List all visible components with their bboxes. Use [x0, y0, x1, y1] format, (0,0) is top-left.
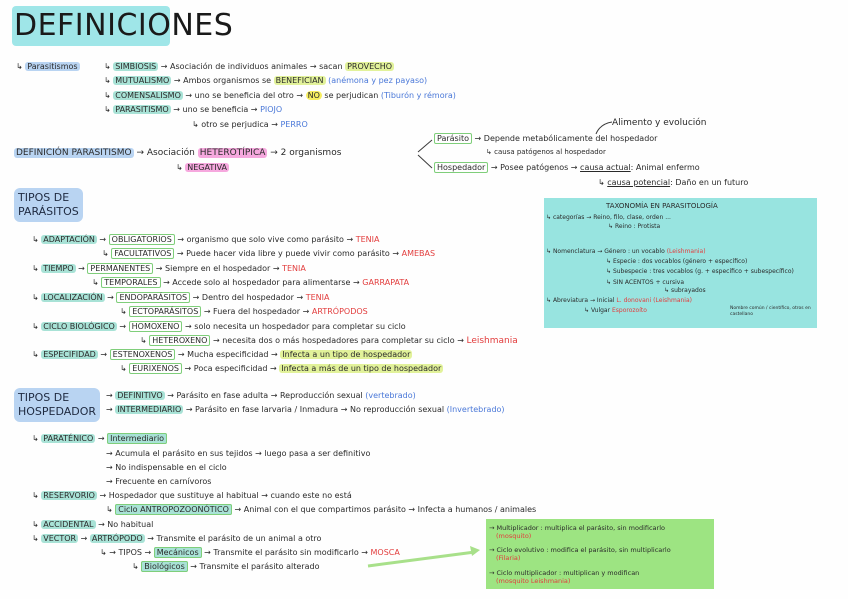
hospedador-row	[434, 163, 700, 173]
tiempo-label: TIEMPO	[43, 264, 74, 273]
endoparasitos-label: ENDOPARÁSITOS	[116, 292, 190, 303]
parasito-l1: → Depende metabólicamente del hospedador	[474, 134, 658, 143]
paratenico-intermediario: Intermediario	[107, 433, 167, 444]
vector-box-l2-ex: (Filaria)	[496, 554, 521, 562]
definitivo-text: → Parásito en fase adulta → Reproducción sexual	[167, 391, 363, 400]
comensalismo-row: ↳ COMENSALISMO → uno se beneficia del otro → NO se perjudican (Tiburón y rémora)	[104, 91, 456, 100]
intermediario-label: INTERMEDIARIO	[117, 405, 182, 414]
tipos-hospedador-l2: HOSPEDADOR	[18, 405, 97, 418]
especificidad-label: ESPECIFIDAD	[43, 350, 96, 359]
taxonomia-inicial: → Inicial	[590, 297, 615, 304]
tipos-label: → TIPOS →	[109, 548, 152, 557]
taxonomia-vulgar-row: ↳ Vulgar Esporozoíto	[584, 307, 647, 314]
parasito-row	[434, 134, 657, 144]
paratenico-p3-row: → Frecuente en carnívoros	[106, 477, 212, 486]
simbiosis-tag: PROVECHO	[347, 62, 393, 71]
ectoparasitos-label: ECTOPARÁSITOS	[129, 306, 201, 317]
vector-box-l2: Ciclo evolutivo : modifica el parásito, sin multiplicarlo	[496, 546, 671, 554]
eurixenos-label: EURIXENOS	[129, 363, 182, 374]
parasito-label: Parásito	[434, 133, 472, 144]
hospedador-potencial-row: ↳ causa potencial: Daño en un futuro	[598, 178, 749, 187]
comensalismo-no: NO	[307, 91, 320, 100]
estenoxenos-text: → Mucha especificidad →	[177, 350, 278, 359]
taxonomia-abreviatura: Abreviatura	[552, 297, 589, 304]
parasitismos-row: ↳ Parasitismos	[16, 62, 78, 71]
vector-types-box	[486, 519, 714, 589]
temporales-text: → Accede solo al hospedador para alimentarse →	[163, 278, 360, 287]
accidental-text: → No habitual	[98, 520, 154, 529]
facultativos-row: ↳ FACULTATIVOS → Puede hacer vida libre y puede vivir como parásito → AMEBAS	[102, 249, 436, 258]
taxonomia-acentos-row: ↳ SIN ACENTOS + cursiva	[606, 279, 685, 286]
temporales-row: ↳ TEMPORALES → Accede solo al hospedador para alimentarse → GARRAPATA	[92, 278, 410, 287]
ciclo-row: ↳ CICLO BIOLÓGICO → HOMOXENO → solo necesita un hospedador para completar su ciclo	[32, 322, 406, 331]
facultativos-label: FACULTATIVOS	[111, 248, 174, 259]
vector-box-l3-row: → Ciclo multiplicador : multiplican y modifican	[489, 569, 640, 577]
temporales-example: GARRAPATA	[362, 278, 410, 287]
simbiosis-label: SIMBIOSIS	[115, 62, 157, 71]
tipos-parasitos-heading	[14, 188, 83, 222]
accidental-row: ↳ ACCIDENTAL → No habitual	[32, 520, 154, 529]
ectoparasitos-example: ARTRÓPODOS	[311, 307, 368, 316]
reservorio-row: ↳ RESERVORIO → Hospedador que sustituye al habitual → cuando este no está	[32, 491, 352, 500]
parasitismo-line1: → uno se beneficia →	[173, 105, 258, 114]
tipos-hospedador-heading	[14, 388, 100, 422]
accidental-label: ACCIDENTAL	[43, 520, 94, 529]
adaptacion-label: ADAPTACIÓN	[43, 235, 95, 244]
paratenico-row: ↳ PARATÉNICO → Intermediario	[32, 434, 167, 444]
definitivo-example: (vertebrado)	[365, 391, 416, 400]
localizacion-label: LOCALIZACIÓN	[43, 293, 103, 302]
taxonomia-especie-row: ↳ Especie : dos vocablos (género + específico)	[606, 258, 748, 265]
reservorio-label: RESERVORIO	[43, 491, 95, 500]
taxonomia-note: Nombre común / científico, otros en castellano	[730, 306, 811, 317]
definitivo-row: → DEFINITIVO → Parásito en fase adulta → Reproducción sexual (vertebrado)	[106, 391, 416, 400]
taxonomia-abreviatura-row: ↳ Abreviatura → Inicial L. donovani (Leishmania)	[546, 297, 692, 304]
endoparasitos-text: → Dentro del hospedador →	[192, 293, 304, 302]
simbiosis-row: ↳ SIMBIOSIS → Asociación de individuos animales → sacan PROVECHO	[104, 62, 393, 71]
intermediario-row: → INTERMEDIARIO → Parásito en fase larvaria / Inmadura → No reproducción sexual (Invertebrado)	[106, 405, 505, 414]
parasitismo-line2: otro se perjudica →	[201, 120, 278, 129]
parasitismo-row2: ↳ otro se perjudica → PERRO	[192, 120, 308, 129]
comensalismo-text2: se perjudican	[324, 91, 379, 100]
permanentes-text: → Siempre en el hospedador →	[155, 264, 280, 273]
biologicos-label: Biológicos	[141, 561, 187, 572]
ectoparasitos-text: → Fuera del hospedador →	[203, 307, 310, 316]
eurixenos-text2: Infecta a más de un tipo de hospedador	[281, 364, 442, 373]
intermediario-text: → Parásito en fase larvaria / Inmadura → No reproducción sexual	[185, 405, 445, 414]
paratenico-p3: Frecuente en carnívoros	[115, 477, 212, 486]
heteroxeno-text: → necesita dos o más hospedadores para completar su ciclo →	[212, 336, 464, 345]
parasitismo-ex1: PIOJO	[260, 105, 283, 114]
mutualismo-label: MUTUALISMO	[115, 76, 170, 85]
hospedador-actual: causa actual	[580, 163, 631, 172]
taxonomia-genero-example: (Leishmania)	[666, 248, 706, 255]
temporales-label: TEMPORALES	[101, 277, 160, 288]
comensalismo-example: (Tiburón y rémora)	[380, 91, 456, 100]
vector-box-l3: Ciclo multiplicador : multiplican y modifican	[496, 569, 640, 577]
mutualismo-tag: BENEFICIAN	[275, 76, 324, 85]
artropodo-text: → Transmite el parásito de un animal a otro	[147, 534, 322, 543]
taxonomia-especie: Especie : dos vocablos (género + específico)	[612, 258, 748, 265]
paratenico-p1: Acumula el parásito en sus tejidos → luego pasa a ser definitivo	[115, 449, 371, 458]
ciclo-antro-label: Ciclo ANTROPOZOONÓTICO	[115, 504, 232, 515]
taxonomia-subrayados-row: ↳ subrayados	[664, 287, 706, 294]
taxonomia-subespecie-row: ↳ Subespecie : tres vocablos (g. + específico + subespecífico)	[606, 268, 794, 275]
ectoparasitos-row: ↳ ECTOPARÁSITOS → Fuera del hospedador → ARTRÓPODOS	[120, 307, 368, 316]
vector-box-l1-row: → Multiplicador : multiplica el parásito, sin modificarlo	[489, 524, 665, 532]
mecanicos-row: ↳ → TIPOS → Mecánicos → Transmite el parásito sin modificarlo → MOSCA	[100, 548, 400, 557]
parasitismo-ex2: PERRO	[280, 120, 308, 129]
taxonomia-title: TAXONOMÍA EN PARASITOLOGÍA	[606, 202, 718, 210]
hospedador-label: Hospedador	[434, 162, 488, 173]
comensalismo-label: COMENSALISMO	[115, 91, 181, 100]
definicion-row	[14, 148, 341, 158]
taxonomia-reino: Reino : Protista	[614, 223, 661, 230]
ciclo-antro-row: ↳ Ciclo ANTROPOZOONÓTICO → Animal con el que compartimos parásito → Infecta a humanos / animales	[106, 505, 537, 514]
reservorio-text: → Hospedador que sustituye al habitual → cuando este no está	[99, 491, 352, 500]
hospedador-potencial-text: : Daño en un futuro	[670, 178, 749, 187]
definicion-label: DEFINICIÓN PARASITISMO	[16, 148, 132, 158]
paratenico-p1-row: → Acumula el parásito en sus tejidos → luego pasa a ser definitivo	[106, 449, 371, 458]
definitivo-label: DEFINITIVO	[117, 391, 163, 400]
paratenico-label: PARATÉNICO	[43, 434, 94, 443]
taxonomia-categorias-row: ↳ categorías → Reino, filo, clase, orden ...	[546, 214, 671, 221]
taxonomia-vulgar: Vulgar	[590, 307, 611, 314]
artropodo-label: ARTRÓPODO	[91, 534, 143, 543]
mecanicos-example: MOSCA	[370, 548, 400, 557]
adaptacion-row: ↳ ADAPTACIÓN → OBLIGATORIOS → organismo que solo vive como parásito → TENIA	[32, 235, 380, 244]
taxonomia-vulgar-example: Esporozoíto	[611, 307, 647, 314]
mutualismo-example: (anémona y pez payaso)	[328, 76, 428, 85]
taxonomia-reino-row: ↳ Reino : Protista	[608, 223, 661, 230]
vector-box-l2-row: → Ciclo evolutivo : modifica el parásito, sin multiplicarlo	[489, 546, 671, 554]
taxonomia-sin-acentos: SIN ACENTOS + cursiva	[612, 279, 685, 286]
vector-box-l1-ex-row	[496, 532, 531, 540]
vector-box-l3-ex: (mosquito Leishmania)	[496, 577, 571, 585]
parasito-l2-row: ↳ causa patógenos al hospedador	[486, 148, 606, 156]
definicion-text: → Asociación	[136, 148, 195, 158]
mecanicos-label: Mecánicos	[154, 547, 202, 558]
parasito-l2: causa patógenos al hospedador	[494, 148, 606, 156]
tipos-hospedador-l1: TIPOS DE	[18, 391, 70, 404]
homoxeno-text: → solo necesita un hospedador para completar su ciclo	[185, 322, 406, 331]
taxonomia-box	[544, 198, 817, 328]
tipos-parasitos-l1: TIPOS DE	[18, 191, 70, 204]
vector-box-l3-ex-row	[496, 577, 570, 585]
eurixenos-text: → Poca especificidad →	[184, 364, 277, 373]
eurixenos-row: ↳ EURIXENOS → Poca especificidad → Infecta a más de un tipo de hospedador	[120, 364, 442, 373]
permanentes-label: PERMANENTES	[87, 263, 153, 274]
paratenico-p2: No indispensable en el ciclo	[115, 463, 227, 472]
page-title: DEFINICIONES	[12, 6, 170, 46]
estenoxenos-text2: Infecta a un tipo de hospedador	[282, 350, 411, 359]
definicion-text2: → 2 organismos	[270, 148, 342, 158]
heteroxeno-row: ↳ HETEROXENO → necesita dos o más hospedadores para completar su ciclo → Leishmania	[140, 336, 518, 346]
endoparasitos-example: TENIA	[305, 293, 330, 302]
vector-row: ↳ VECTOR → ARTRÓPODO → Transmite el parásito de un animal a otro	[32, 534, 322, 543]
parasitismo-row: ↳ PARASITISMO → uno se beneficia → PIOJO	[104, 105, 283, 114]
taxonomia-categorias: categorías → Reino, filo, clase, orden ...	[552, 214, 671, 221]
parasitismo-label: PARASITISMO	[115, 105, 169, 114]
biologicos-row: ↳ Biológicos → Transmite el parásito alterado	[132, 562, 320, 571]
taxonomia-nomenclatura: Nomenclatura	[552, 248, 596, 255]
intermediario-example: (Invertebrado)	[446, 405, 505, 414]
facultativos-example: AMEBAS	[401, 249, 436, 258]
facultativos-text: → Puede hacer vida libre y puede vivir como parásito →	[176, 249, 400, 258]
parasito-alimento: Alimento y evolución	[612, 118, 707, 128]
definicion-tag2: NEGATIVA	[187, 163, 228, 172]
hospedador-actual-text: : Animal enfermo	[630, 163, 700, 172]
hospedador-potencial: causa potencial	[607, 178, 671, 187]
heteroxeno-label: HETEROXENO	[149, 335, 210, 346]
tipos-parasitos-l2: PARÁSITOS	[18, 205, 79, 218]
vector-label: VECTOR	[43, 534, 77, 543]
obligatorios-label: OBLIGATORIOS	[109, 234, 175, 245]
vector-box-l1-ex: (mosquito)	[496, 532, 532, 540]
taxonomia-subespecie: Subespecie : tres vocablos (g. + específico + subespecífico)	[612, 268, 794, 275]
obligatorios-example: TENIA	[355, 235, 380, 244]
comensalismo-text: → uno se beneficia del otro →	[185, 91, 304, 100]
taxonomia-nomenclatura-row: ↳ Nomenclatura → Género : un vocablo (Leishmania)	[546, 248, 706, 255]
tiempo-row: ↳ TIEMPO → PERMANENTES → Siempre en el hospedador → TENIA	[32, 264, 306, 273]
simbiosis-text: → Asociación de individuos animales → sacan	[160, 62, 343, 71]
mecanicos-text: → Transmite el parásito sin modificarlo →	[204, 548, 368, 557]
vector-box-l1: Multiplicador : multiplica el parásito, sin modificarlo	[496, 524, 665, 532]
taxonomia-genero: Género : un vocablo	[604, 248, 665, 255]
estenoxenos-label: ESTENOXENOS	[110, 349, 176, 360]
homoxeno-label: HOMOXENO	[129, 321, 183, 332]
localizacion-row: ↳ LOCALIZACIÓN → ENDOPARÁSITOS → Dentro del hospedador → TENIA	[32, 293, 330, 302]
especificidad-row: ↳ ESPECIFIDAD → ESTENOXENOS → Mucha especificidad → Infecta a un tipo de hospedador	[32, 350, 411, 359]
vector-box-l2-ex-row	[496, 554, 520, 562]
ciclo-label: CICLO BIOLÓGICO	[43, 322, 115, 331]
ciclo-antro-text: → Animal con el que compartimos parásito → Infecta a humanos / animales	[234, 505, 537, 514]
paratenico-p2-row: → No indispensable en el ciclo	[106, 463, 227, 472]
definicion-tag1: HETEROTÍPICA	[199, 148, 266, 158]
mutualismo-row: ↳ MUTUALISMO → Ambos organismos se BENEFICIAN (anémona y pez payaso)	[104, 76, 428, 85]
parasitismos-label: Parasitismos	[27, 62, 78, 71]
permanentes-example: TENIA	[282, 264, 306, 273]
heteroxeno-example: Leishmania	[466, 336, 518, 346]
biologicos-text: → Transmite el parásito alterado	[190, 562, 320, 571]
taxonomia-inicial-example: L. donovani (Leishmania)	[616, 297, 692, 304]
mutualismo-text: → Ambos organismos se	[173, 76, 272, 85]
hospedador-l1: → Posee patógenos →	[490, 163, 578, 172]
obligatorios-text: → organismo que solo vive como parásito →	[177, 235, 354, 244]
taxonomia-subrayados: subrayados	[670, 287, 706, 294]
definicion-negativa-row: ↳ NEGATIVA	[176, 163, 228, 172]
